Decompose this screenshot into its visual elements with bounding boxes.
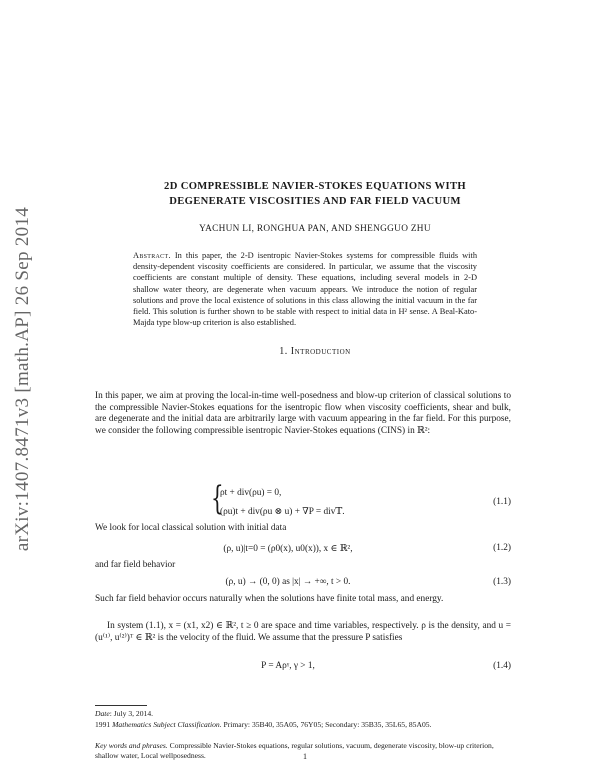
arxiv-side-stamp (8, 182, 38, 576)
continuity-equation: ρt + div(ρu) = 0, (220, 488, 282, 498)
title-line-2: DEGENERATE VISCOSITIES AND FAR FIELD VACUUM (169, 195, 461, 207)
energy-paragraph: Such far field behavior occurs naturally when the solutions have finite total mass, and energy. (95, 594, 444, 604)
footnote-date: Date: July 3, 2014. (95, 709, 154, 718)
page-number: 1 (303, 752, 307, 761)
momentum-equation: (ρu)t + div(ρu ⊗ u) + ∇P = div𝕋. (220, 507, 345, 517)
footnote-msc (95, 720, 511, 730)
equation-1-2 (95, 543, 511, 557)
abstract-label: Abstract. (133, 251, 171, 260)
section-heading (95, 346, 535, 357)
keywords-text: Compressible Navier-Stokes equations, regular solutions, vacuum, degenerate viscosity, blow-up criterion, shallow water, Local wellposedness. (95, 741, 494, 760)
arxiv-identifier: arXiv:1407.8471v3 [math.AP] 26 Sep 2014 (12, 206, 34, 552)
date-label: Date (95, 709, 110, 718)
equation-1-4 (95, 661, 511, 675)
initial-data-equation: (ρ, u)|t=0 = (ρ0(x), u0(x)), x ∈ ℝ², (223, 544, 353, 554)
equation-number: (1.3) (493, 577, 511, 587)
section-number: 1. (279, 346, 288, 357)
msc-prefix: 1991 (95, 720, 111, 729)
equation-number: (1.4) (493, 661, 511, 671)
msc-label: Mathematics Subject Classification. (112, 720, 222, 729)
paper-title (95, 180, 535, 209)
intro-paragraph: In this paper, we aim at proving the local-in-time well-posedness and blow-up criterion of classical solutions to the compressible Navier-Stokes equations for the isentropic flow when viscosity coefficients, shear and bulk, are degenerate and the initial data are arbitrarily large with vacuum appearing in the far field. For this purpose, we consider the following compressible isentropic Navier-Stokes equations (CINS) in ℝ²: (95, 391, 511, 436)
far-field-equation: (ρ, u) → (0, 0) as |x| → +∞, t > 0. (225, 577, 351, 587)
equation-1-1 (95, 478, 511, 520)
footnote-rule (95, 705, 147, 706)
abstract-text: In this paper, the 2-D isentropic Navier-Stokes systems for compressible fluids with density-dependent viscosity coefficients are considered. In particular, we assume that the viscosity coefficients are constant multiple of density. These equations, including several models in 2-D shallow water theory, are degenerate when vacuum appears. We introduce the notion of regular solutions and prove the local existence of solutions in this class allowing the initial vacuum in the far field. This solution is further shown to be stable with respect to initial data in H² sense. A Beal-Kato-Majda type blow-up criterion is also established. (133, 251, 478, 328)
keywords-label: Key words and phrases. (95, 741, 168, 750)
author-list: YACHUN LI, RONGHUA PAN, AND SHENGGUO ZHU (199, 224, 431, 234)
msc-codes: Primary: 35B40, 35A05, 76Y05; Secondary: 35B35, 35L65, 85A05. (223, 720, 432, 729)
date-value: July 3, 2014. (113, 709, 154, 718)
abstract (133, 250, 477, 328)
left-brace-symbol: { (211, 478, 224, 517)
initial-data-text: We look for local classical solution with initial data (95, 523, 287, 533)
system-paragraph: In system (1.1), x = (x1, x2) ∈ ℝ², t ≥ 0 are space and time variables, respectively. ρ is the density, and u = (u⁽¹⁾, u⁽²⁾)ᵀ ∈ ℝ² is the velocity of the fluid. We assume that the pressure P satisfies (95, 621, 511, 643)
equation-1-3 (95, 577, 511, 591)
equation-number: (1.1) (493, 497, 511, 507)
title-line-1: 2D COMPRESSIBLE NAVIER-STOKES EQUATIONS WITH (164, 181, 466, 192)
far-field-text: and far field behavior (95, 560, 176, 570)
section-title: Introduction (290, 346, 351, 357)
equation-number: (1.2) (493, 543, 511, 553)
pressure-law-equation: P = Aρᵞ, γ > 1, (261, 661, 315, 671)
